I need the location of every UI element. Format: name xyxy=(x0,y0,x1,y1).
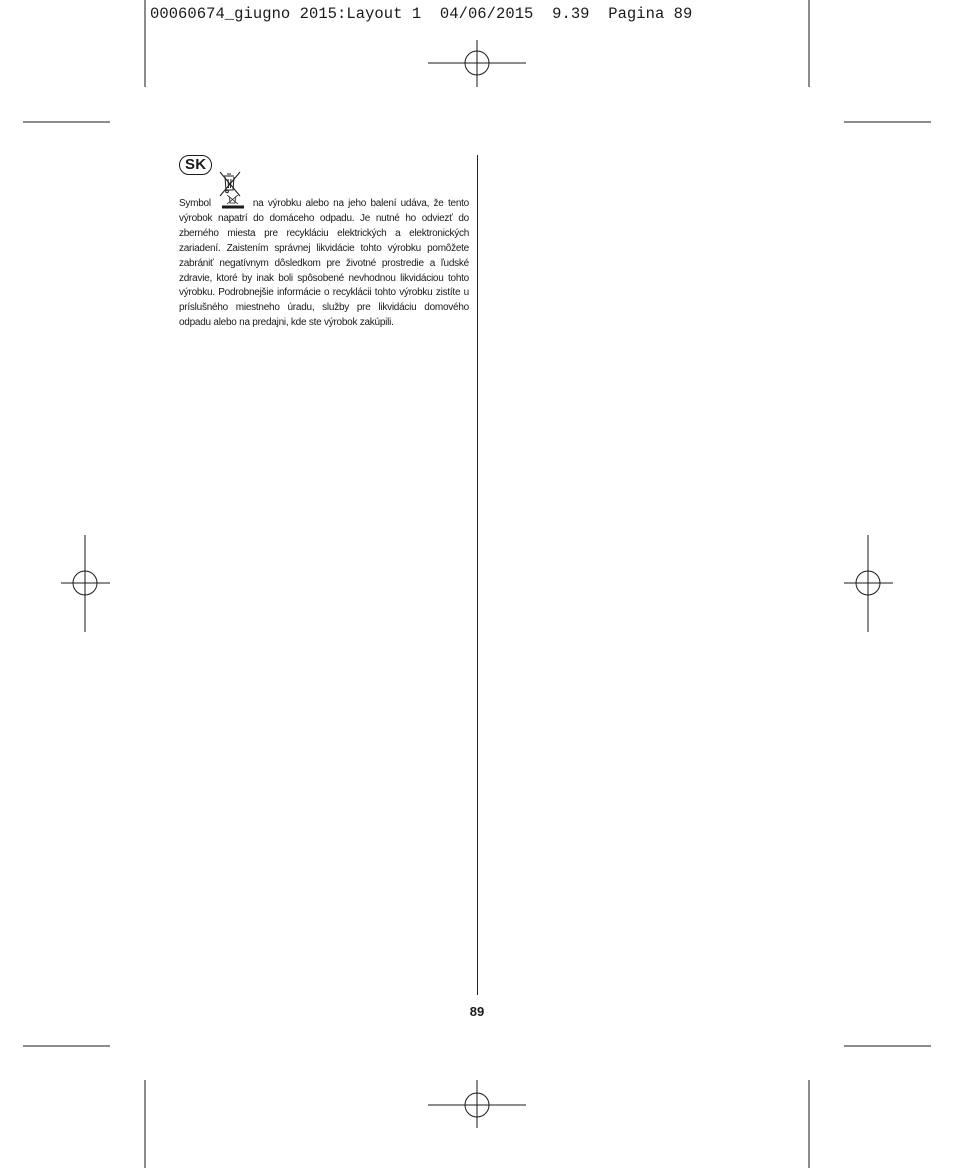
language-header xyxy=(179,155,469,197)
disposal-paragraph xyxy=(179,195,469,331)
print-slug-line: 00060674_giugno 2015:Layout 1 04/06/2015 9.39 Pagina 89 xyxy=(150,5,693,23)
lead-word: Symbol xyxy=(179,198,211,209)
registration-mark-icon xyxy=(428,1080,526,1128)
paragraph-body: na výrobku alebo na jeho balení udáva, že tento výrobok napatrí do domáceho odpadu. Je nutné ho odviezť do zberného miesta pre recykláciu elektrických a elektronických zariadení. Zaistením správnej likvidácie tohto výrobku pomôžete zabrániť negatívnym dôsledkom pre životné prostredie a ľudské zdravie, ktoré by inak boli spôsobené nevhodnou likvidáciou tohto výrobku. Podrobnejšie informácie o recyklácii tohto výrobku zistíte u príslušného miestneho úradu, služby pre likvidáciu domového odpadu alebo na predajni, kde ste výrobok zakúpili. xyxy=(179,198,469,329)
registration-mark-icon xyxy=(844,535,893,632)
page-number: 89 xyxy=(469,1004,485,1019)
crossed-out-wheelie-bin-icon xyxy=(218,171,242,197)
registration-mark-icon xyxy=(428,40,526,87)
registration-mark-icon xyxy=(61,535,110,632)
language-section-sk xyxy=(179,155,469,329)
weee-bin-icon xyxy=(221,195,245,209)
language-badge: SK xyxy=(179,155,212,175)
column-divider xyxy=(477,155,478,995)
